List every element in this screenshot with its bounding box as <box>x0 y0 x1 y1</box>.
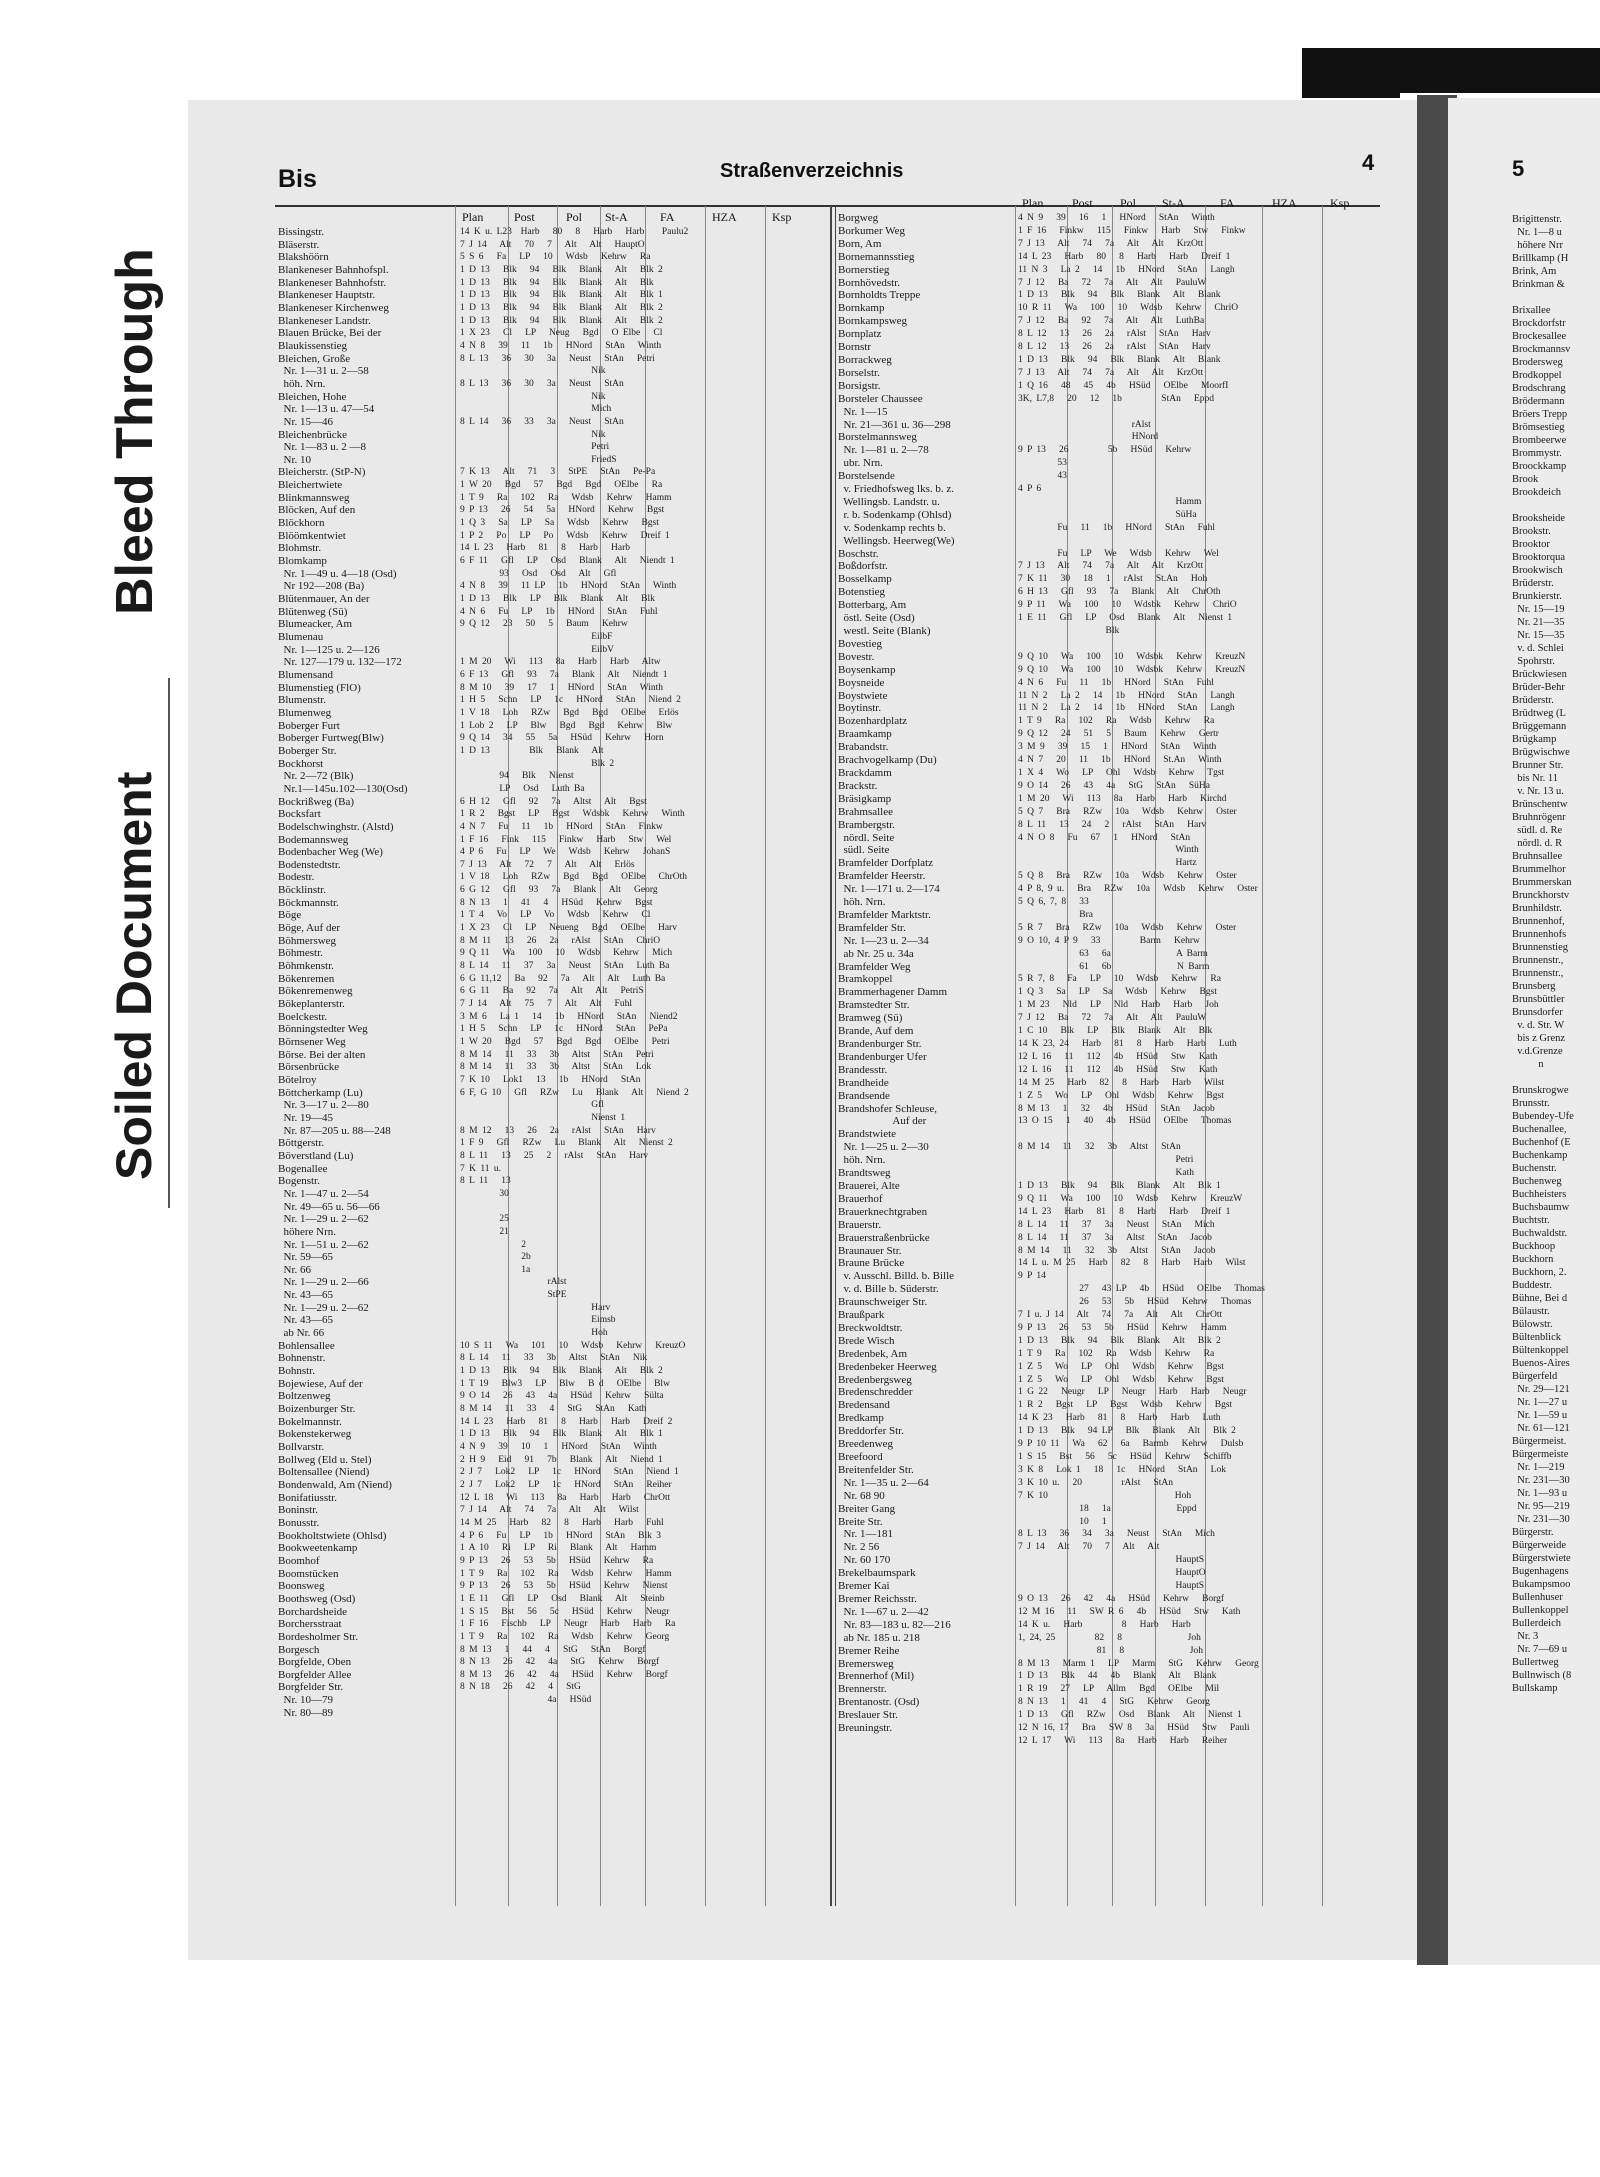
col-hza-mid: HZA <box>1272 196 1297 210</box>
col-fa-mid: FA <box>1220 196 1235 210</box>
col-pol-left: Pol <box>566 210 583 224</box>
scan-dark-edge <box>1400 48 1600 93</box>
col-ksp-mid: Ksp <box>1330 196 1350 210</box>
page-number-right: 5 <box>1512 156 1525 181</box>
col-pol-mid: Pol <box>1120 196 1137 210</box>
scan-dark-corner <box>1302 48 1400 98</box>
street-list-middle: Borgweg Borkumer Weg Born, Am Bornemannsstieg Bornerstieg Bornhövedstr. Bornholdts Treppe Bornkamp Bornkampsweg Bornplatz Bornstr Borrackweg Borselstr. Borsigstr. Borsteler Chaussee Nr. 1—15 Nr. 21—361 u. 36—298 Borstelmannsweg Nr. 1—81 u. 2—78 ubr. Nrn. Borstelsende v. Friedhofsweg lks. b. z. Wellingsb. Landstr. u. r. b. Sodenkamp (Ohlsd) v. Sodenkamp rechts b. Wellingsb. Heerweg(We) Boschstr. Boßdorfstr. Bosselkamp Botenstieg Botterbarg, Am östl. Seite (Osd) westl. Seite (Blank) Bovestieg Bovestr. Boysenkamp Boysneide Boystwiete Boytinstr. Bozenhardplatz Braamkamp Brabandstr. Brachvogelkamp (Du) Brackdamm Brackstr. Bräsigkamp Brahmsallee Brambergstr. nördl. Seite südl. Seite Bramfelder Dorfplatz Bramfelder Heerstr. Nr. 1—171 u. 2—174 höh. Nrn. Bramfelder Marktstr. Bramfelder Str. Nr. 1—23 u. 2—34 ab Nr. 25 u. 34a Bramfelder Weg Bramkoppel Brammerhagener Damm Bramstedter Str. Bramweg (Sü) Brande, Auf dem Brandenburger Str. Brandenburger Ufer Brandesstr. Brandheide Brandsende Brandshofer Schleuse, Auf der Brandstwiete Nr. 1—25 u. 2—30 höh. Nrn. Brandtsweg Brauerei, Alte Brauerhof Brauerknechtgraben Brauerstr. Brauerstraßenbrücke Braunauer Str. Braune Brücke v. Ausschl. Billd. b. Bille v. d. Bille b. Süderstr. Braunschweiger Str. Braußpark Breckwoldtstr. Brede Wisch Bredenbek, Am Bredenbeker Heerweg Bredenbergsweg Bredenschredder Bredensand Bredkamp Breddorfer Str. Breedenweg Breefoord Breitenfelder Str. Nr. 1—35 u. 2—64 Nr. 68 90 Breiter Gang Breite Str. Nr. 1—181 Nr. 2 56 Nr. 60 170 Brekelbaumspark Bremer Kai Bremer Reichsstr. Nr. 1—67 u. 2—42 Nr. 83—183 u. 82—216 ab Nr. 185 u. 218 Bremer Reihe Bremersweg Brennerhof (Mil) Brennerstr. Brentanostr. (Osd) Breslauer Str. Breuningstr. <box>838 212 955 1735</box>
col-fa-left: FA <box>660 210 675 224</box>
codes-left: 14 K u. L23 Harb 80 8 Harb Harb Paulu2 7 J 14 Alt 70 7 Alt Alt HauptO 5 S 6 Fa LP 10 Wdsb Kehrw Ra 1 D 13 Blk 94 Blk Blank Alt Blk 2 1 D 13 Blk 94 Blk Blank Alt Blk 1 D 13 Blk 94 Blk Blank Alt Blk 1 1 D 13 Blk 94 Blk Blank Alt Blk 2 1 D 13 Blk 94 Blk Blank Alt Blk 2 1 X 23 Cl LP Neug Bgd O Elbe Cl 4 N 8 39 11 1b HNord StAn Winth 8 L 13 36 30 3a Neust StAn Petri Nik 8 L 13 36 30 3a Neust StAn Nik Mich 8 L 14 36 33 3a Neust StAn Nik Petri FriedS 7 K 13 Alt 71 3 StPE StAn Pe-Pa 1 W 20 Bgd 57 Bgd Bgd OElbe Ra 1 T 9 Ra 102 Ra Wdsb Kehrw Hamm 9 P 13 26 54 5a HNord Kehrw Bgst 1 Q 3 Sa LP Sa Wdsb Kehrw Bgst 1 P 2 Po LP Po Wdsb Kehrw Dreif 1 14 L 23 Harb 81 8 Harb Harb 6 F 11 Gfl LP Osd Blank Alt Niendt 1 93 Osd Osd Alt Gfl 4 N 8 39 11 LP 1b HNord StAn Winth 1 D 13 Blk LP Blk Blank Alt Blk 4 N 6 Fu LP 1b HNord StAn Fuhl 9 Q 12 23 50 5 Baum Kehrw EilbF EilbV 1 M 20 Wi 113 8a Harb Harb Altw 6 F 13 Gfl 93 7a Blank Alt Niendt 1 8 M 10 39 17 1 HNord StAn Winth 1 H 5 Schn LP 1c HNord StAn Niend 2 1 V 18 Loh RZw Bgd Bgd OElbe Erlös 1 Lob 2 LP Blw Bgd Bgd Kehrw Blw 9 Q 14 34 55 5a HSüd Kehrw Horn 1 D 13 Blk Blank Alt Blk 2 94 Blk Nienst LP Osd Luth Ba 6 H 12 Gfl 92 7a Altst Alt Bgst 1 R 2 Bgst LP Bgst Wdsbk Kehrw Winth 4 N 7 Fu 11 1b HNord StAn Finkw 1 F 16 Fink 115 Finkw Harb Stw Wel 4 P 6 Fu LP We Wdsb Kehrw JohanS 7 J 13 Alt 72 7 Alt Alt Erlös 1 V 18 Loh RZw Bgd Bgd OElbe ChrOth 6 G 12 Gfl 93 7a Blank Alt Georg 8 N 13 1 41 4 HSüd Kehrw Bgst 1 T 4 Vo LP Vo Wdsb Kehrw Cl 1 X 23 Cl LP Neueng Bgd OElbe Harv 8 M 11 13 26 2a rAlst StAn ChriO 9 Q 11 Wa 100 10 Wdsb Kehrw Mich 8 L 14 11 37 3a Neust StAn Luth Ba 6 G 11,12 Ba 92 7a Alt Alt Luth Ba 6 G 11 Ba 92 7a Alt Alt PetriS 7 J 14 Alt 75 7 Alt Alt Fuhl 3 M 6 La 1 14 1b HNord StAn Niend2 1 H 5 Schn LP 1c HNord StAn PePa 1 W 20 Bgd 57 Bgd Bgd OElbe Petri 8 M 14 11 33 3b Altst StAn Petri 8 M 14 11 33 3b Altst StAn Lok 7 K 10 Lok1 13 1b HNord StAn 6 F, G 10 Gfl RZw Lu Blank Alt Niend 2 Gfl Nienst 1 8 M 12 13 26 2a rAlst StAn Harv 1 F 9 Gfl RZw Lu Blank Alt Nienst 2 8 L 11 13 25 2 rAlst StAn Harv 7 K 11 u. 8 L 11 13 30 25 21 2 2b 1a rAlst StPE Harv Eimsb Hoh 10 S 11 Wa 101 10 Wdsb Kehrw KreuzO 8 L 14 11 33 3b Altst StAn Nik 1 D 13 Blk 94 Blk Blank Alt Blk 2 1 T 19 Blw3 LP Blw B d OElbe Blw 9 O 14 26 43 4a HSüd Kehrw Sülta 8 M 14 11 33 4 StG StAn Kath 14 L 23 Harb 81 8 Harb Harb Dreif 2 1 D 13 Blk 94 Blk Blank Alt Blk 1 4 N 9 39 10 1 HNord StAn Winth 2 H 9 Eid 91 7b Blank Alt Niend 1 2 J 7 Lok2 LP 1c HNord StAn Niend 1 2 J 7 Lok2 LP 1c HNord StAn Reiher 12 L 18 Wi 113 8a Harb Harb ChrOtt 7 J 14 Alt 74 7a Alt Alt Wilst 14 M 25 Harb 82 8 Harb Harb Fuhl 4 P 6 Fu LP 1b HNord StAn Blk 3 1 A 10 Ri LP Ri Blank Alt Hamm 9 P 13 26 53 5b HSüd Kehrw Ra 1 T 9 Ra 102 Ra Wdsb Kehrw Hamm 9 P 13 26 53 5b HSüd Kehrw Nienst 1 E 11 Gfl LP Osd Blank Alt Steinb 1 S 15 Bst 56 5c HSüd Kehrw Neugr 1 F 16 Fischb LP Neugr Harb Harb Ra 1 T 9 Ra 102 Ra Wdsb Kehrw Georg 8 M 13 1 44 4 StG StAn Borgf 8 N 13 26 42 4a StG Kehrw Borgf 8 M 13 26 42 4a HSüd Kehrw Borgf 8 N 18 26 42 4 StG 4a HSüd <box>460 227 689 1706</box>
bottom-margin <box>0 1965 1600 2177</box>
codes-middle: 4 N 9 39 16 1 HNord StAn Winth 1 F 16 Finkw 115 Finkw Harb Stw Finkw 7 J 13 Alt 74 7a Alt Alt KrzOtt 14 L 23 Harb 80 8 Harb Harb Dreif 1 11 N 3 La 2 14 1b HNord StAn Langh 7 J 12 Ba 72 7a Alt Alt PauluW 1 D 13 Blk 94 Blk Blank Alt Blank 10 R 11 Wa 100 10 Wdsb Kehrw ChriO 7 J 12 Ba 92 7a Alt Alt LuthBa 8 L 12 13 26 2a rAlst StAn Harv 8 L 12 13 26 2a rAlst StAn Harv 1 D 13 Blk 94 Blk Blank Alt Blank 7 J 13 Alt 74 7a Alt Alt KrzOtt 1 Q 16 48 45 4b HSüd OElbe MoorfI 3K, L7,8 20 12 1b StAn Eppd rAlst HNord 9 P 13 26 5b HSüd Kehrw 53 43 4 P 6 Hamm SüHa Fu 11 1b HNord StAn Fuhl Fu LP We Wdsb Kehrw Wel 7 J 13 Alt 74 7a Alt Alt KrzOtt 7 K 11 30 18 1 rAlst St.An Hoh 6 H 13 Gfl 93 7a Blank Alt ChrOth 9 P 11 Wa 100 10 Wdsbk Kehrw ChriO 1 E 11 Gfl LP Osd Blank Alt Nienst 1 Blk 9 Q 10 Wa 100 10 Wdsbk Kehrw KreuzN 9 Q 10 Wa 100 10 Wdsbk Kehrw KreuzN 4 N 6 Fu 11 1b HNord StAn Fuhl 11 N 2 La 2 14 1b HNord StAn Langh 11 N 2 La 2 14 1b HNord StAn Langh 1 T 9 Ra 102 Ra Wdsb Kehrw Ra 9 Q 12 24 51 5 Baum Kehrw Gertr 3 M 9 39 15 1 HNord StAn Winth 4 N 7 20 11 1b HNord St.An Winth 1 X 4 Wo LP Ohl Wdsb Kehrw Tgst 9 O 14 26 43 4a StG StAn SüHa 1 M 20 Wi 113 8a Harb Harb Kirchd 5 Q 7 Bra RZw 10a Wdsb Kehrw Oster 8 L 11 13 24 2 rAlst StAn Harv 4 N O 8 Fu 67 1 HNord StAn Winth Hartz 5 Q 8 Bra RZw 10a Wdsb Kehrw Oster 4 P 8, 9 u. Bra RZw 10a Wdsb Kehrw Oster 5 Q 6, 7, 8 33 Bra 5 R 7 Bra RZw 10a Wdsb Kehrw Oster 9 O 10, 4 P 9 33 Barm Kehrw 63 6a A Barm 61 6b N Barm 5 R 7, 8 Fa LP 10 Wdsb Kehrw Ra 1 Q 3 Sa LP Sa Wdsb Kehrw Bgst 1 M 23 Nld LP Nld Harb Harb Joh 7 J 12 Ba 72 7a Alt Alt PauluW 1 C 10 Blk LP Blk Blank Alt Blk 14 K 23, 24 Harb 81 8 Harb Harb Luth 12 L 16 11 112 4b HSüd Stw Kath 12 L 16 11 112 4b HSüd Stw Kath 14 M 25 Harb 82 8 Harb Harb Wilst 1 Z 5 Wo LP Ohl Wdsb Kehrw Bgst 8 M 13 1 32 4b HSüd StAn Jacob 13 O 15 1 40 4b HSüd OElbe Thomas 8 M 14 11 32 3b Altst StAn Petri Kath 1 D 13 Blk 94 Blk Blank Alt Blk 1 9 Q 11 Wa 100 10 Wdsb Kehrw KreuzW 14 L 23 Harb 81 8 Harb Harb Dreif 1 8 L 14 11 37 3a Neust StAn Mich 8 L 14 11 37 3a Altst StAn Jacob 8 M 14 11 32 3b Altst StAn Jacob 14 L u. M 25 Harb 82 8 Harb Harb Wilst 9 P 14 27 43 LP 4b HSüd OElbe Thomas 26 53 5b HSüd Kehrw Thomas 7 I u. J 14 Alt 74 7a Alt Alt ChrOtt 9 P 13 26 53 5b HSüd Kehrw Hamm 1 D 13 Blk 94 Blk Blank Alt Blk 2 1 T 9 Ra 102 Ra Wdsb Kehrw Ra 1 Z 5 Wo LP Ohl Wdsb Kehrw Bgst 1 Z 5 Wo LP Ohl Wdsb Kehrw Bgst 1 G 22 Neugr LP Neugr Harb Harb Neugr 1 R 2 Bgst LP Bgst Wdsb Kehrw Bgst 14 K 23 Harb 81 8 Harb Harb Luth 1 D 13 Blk 94 LP Blk Blank Alt Blk 2 9 P 10 11 Wa 62 6a Barmb Kehrw Dulsb 1 S 15 Bst 56 5c HSüd Kehrw Schiffb 3 K 8 Lok 1 18 1c HNord StAn Lok 3 K 10 u. 20 rAlst StAn 7 K 10 Hoh 18 1a Eppd 10 1 8 L 13 36 34 3a Neust StAn Mich 7 J 14 Alt 70 7 Alt Alt HauptS HauptO HauptS 9 O 13 26 42 4a HSüd Kehrw Borgf 12 M 16 11 SW R 6 4b HSüd Stw Kath 14 K u. Harb 8 Harb Harb 1, 24, 25 82 8 Joh 81 8 Joh 8 M 13 Marm 1 LP Marm StG Kehrw Georg 1 D 13 Blk 44 4b Blank Alt Blank 1 R 19 27 LP Allm Bgd OElbe Mil 8 N 13 1 41 4 StG Kehrw Georg 1 D 13 Gfl RZw Osd Blank Alt Nienst 1 12 N 16, 17 Bra SW 8 3a HSüd Stw Pauli 12 L 17 Wi 113 8a Harb Harb Reiher <box>1018 213 1265 1746</box>
col-plan-left: Plan <box>462 210 484 224</box>
col-sta-mid: St-A <box>1162 196 1185 210</box>
col-plan-mid: Plan <box>1022 196 1044 210</box>
block-divider <box>835 206 836 1906</box>
soiled-document-label: Soiled Document <box>106 771 162 1180</box>
header-left-keyword: Bis <box>278 165 317 193</box>
street-list-right: Brigittenstr. Nr. 1—8 u höhere Nrr Brillkamp (H Brink, Am Brinkman & Brixallee Brockdorfstr Brockesallee Brockmannsv Brodersweg Brodkoppel Brodschrang Brödermann Bröers Trepp Brömsestieg Brombeerwe Brommystr. Broockkamp Brook Brookdeich Brooksheide Brookstr. Brooktor Brooktorqua Brookwisch Brüderstr. Brunkierstr. Nr. 15—19 Nr. 21—35 Nr. 15—35 v. d. Schlei Spohrstr. Brückwiesen Brüder-Behr Brüderstr. Brüdtweg (L Brüggemann Brügkamp Brügwischwe Brunner Str. bis Nr. 11 v. Nr. 13 u. Brünschentw Bruhnrögenr südl. d. Re nördl. d. R Bruhnsallee Brummelhor Brummerskan Brunckhorstv Brunhildstr. Brunnenhof, Brunnenhofs Brunnenstieg Brunnenstr., Brunnenstr., Brunsberg Brunsbüttler Brunsdorfer v. d. Str. W bis z Grenz v.d.Grenze n Brunskrogwe Brunsstr. Bubendey-Ufe Buchenallee, Buchenhof (E Buchenkamp Buchenstr. Buchenweg Buchheisters Buchsbaumw Buchtstr. Buchwaldstr. Buckhoop Buckhorn Buckhorn, 2. Buddestr. Bühne, Bei d Bülaustr. Bülowstr. Bültenblick Bültenkoppel Buenos-Aires Bürgerfeld Nr. 29—121 Nr. 1—27 u Nr. 1—59 u Nr. 61—121 Bürgermeist. Bürgermeiste Nr. 1—219 Nr. 231—30 Nr. 1—93 u Nr. 95—219 Nr. 231—30 Bürgerstr. Bürgerweide Bürgerstwiete Bugenhagens Bukampsmoo Bullenhuser Bullenkoppel Bullerdeich Nr. 3 Nr. 7—69 u Bullertweg Bullnwisch (8 Bullskamp <box>1512 214 1574 1694</box>
col-ksp-left: Ksp <box>772 210 792 224</box>
margin-rule <box>168 678 170 1208</box>
col-post-left: Post <box>514 210 535 224</box>
block-divider <box>830 206 832 1906</box>
street-list-left: Bissingstr. Bläserstr. Blakshöörn Blankeneser Bahnhofspl. Blankeneser Bahnhofstr. Blankeneser Hauptstr. Blankeneser Kirchenweg Blankeneser Landstr. Blauen Brücke, Bei der Blaukissenstieg Bleichen, Große Nr. 1—31 u. 2—58 höh. Nrn. Bleichen, Hohe Nr. 1—13 u. 47—54 Nr. 15—46 Bleichenbrücke Nr. 1—83 u. 2 —8 Nr. 10 Bleicherstr. (StP-N) Bleichertwiete Blinkmannsweg Blöcken, Auf den Blöckhorn Blöömkentwiet Blohmstr. Blomkamp Nr. 1—49 u. 4—18 (Osd) Nr 192—208 (Ba) Blütenmauer, An der Blütenweg (Sü) Blumeacker, Am Blumenau Nr. 1—125 u. 2—126 Nr. 127—179 u. 132—172 Blumensand Blumenstieg (FlO) Blumenstr. Blumenweg Boberger Furt Boberger Furtweg(Blw) Boberger Str. Bockhorst Nr. 2—72 (Blk) Nr.1—145u.102—130(Osd) Bockrißweg (Ba) Bocksfart Bodelschwinghstr. (Alstd) Bodemannsweg Bodenbacher Weg (We) Bodenstedtstr. Bodestr. Böcklinstr. Böckmannstr. Böge Böge, Auf der Böhmersweg Böhmestr. Böhmkenstr. Bökenremen Bökenremenweg Bökeplanterstr. Boelckestr. Bönningstedter Weg Börnsener Weg Börse. Bei der alten Börsenbrücke Bötelroy Böttcherkamp (Lu) Nr. 3—17 u. 2—80 Nr. 19—45 Nr. 87—205 u. 88—248 Böttgerstr. Böverstland (Lu) Bogenallee Bogenstr. Nr. 1—47 u. 2—54 Nr. 49—65 u. 56—66 Nr. 1—29 u. 2—62 höhere Nrn. Nr. 1—51 u. 2—62 Nr. 59—65 Nr. 66 Nr. 1—29 u. 2—66 Nr. 43—65 Nr. 1—29 u. 2—62 Nr. 43—65 ab Nr. 66 Bohlensallee Bohnenstr. Bohnstr. Bojewiese, Auf der Boltzenweg Boizenburger Str. Bokelmannstr. Bokenstekerweg Bollvarstr. Bollweg (Eld u. Stel) Boltensallee (Niend) Bondenwald, Am (Niend) Bonifatiusstr. Boninstr. Bonusstr. Bookholtstwiete (Ohlsd) Bookweetenkamp Boomhof Boomstücken Boonsweg Boothsweg (Osd) Borchardsheide Borchersstraat Bordesholmer Str. Borgesch Borgfelde, Oben Borgfelder Allee Borgfelder Str. Nr. 10—79 Nr. 80—89 <box>278 226 408 1719</box>
bleed-through-label: Bleed Through <box>106 248 164 615</box>
col-post-mid: Post <box>1072 196 1093 210</box>
header-rule <box>275 205 1380 207</box>
col-hza-left: HZA <box>712 210 737 224</box>
header-title: Straßenverzeichnis <box>720 160 904 182</box>
page-number-left: 4 <box>1362 150 1375 175</box>
col-sta-left: St-A <box>605 210 628 224</box>
